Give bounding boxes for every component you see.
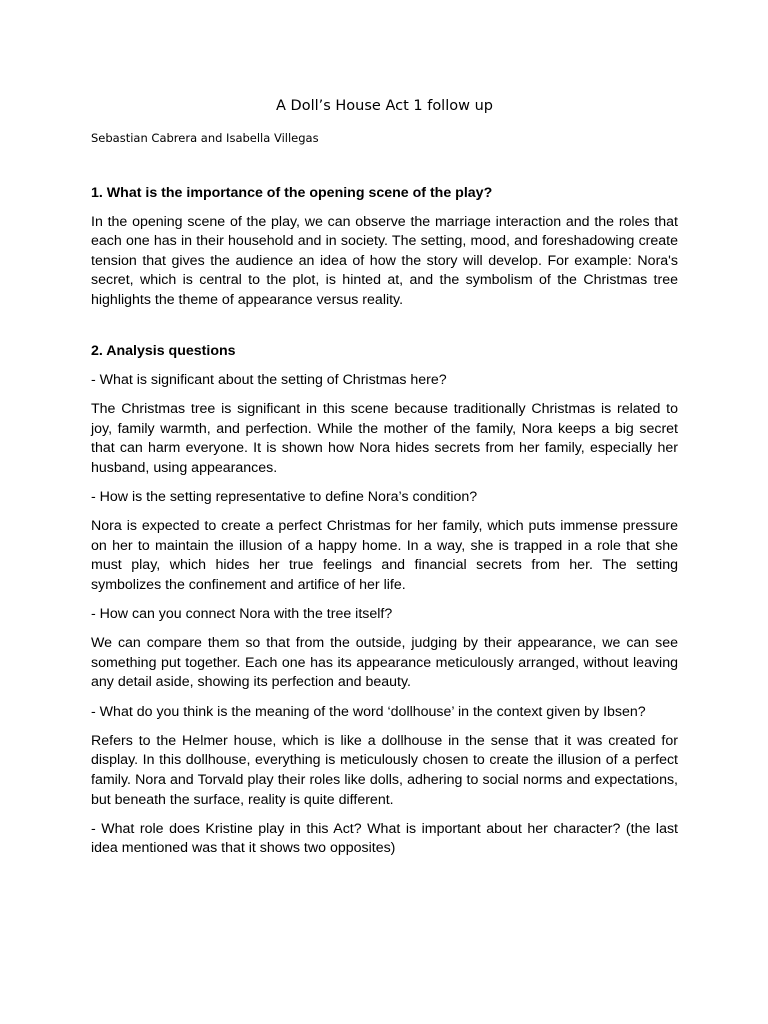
section-1-paragraph: In the opening scene of the play, we can observe the marriage interaction and the roles that each one has in their household and in society. The setting, mood, and foreshadowing create tension that gives the audience an idea of how the story will develop. For example: Nora's secret, which is central to the plot, is hinted at, and the symbolism of the Christmas tree highlights the theme of appearance versus reality. [91, 213, 678, 308]
question-nora-tree: - How can you connect Nora with the tree itself? [91, 606, 393, 623]
answer-christmas-setting: The Christmas tree is significant in this scene because traditionally Christmas is related to joy, family warmth, and perfection. While the mother of the family, Nora keeps a big secret that can harm everyone. It is shown how Nora hides secrets from her family, especially her husband, using appearances. [91, 400, 678, 476]
document-authors: Sebastian Cabrera and Isabella Villegas [91, 131, 319, 145]
answer-nora-condition: Nora is expected to create a perfect Christmas for her family, which puts immense pressure on her to maintain the illusion of a happy home. In a way, she is trapped in a role that she must play, which hides her true feelings and financial secrets from her. The setting symbolizes the confinement and artifice of her life. [91, 518, 678, 593]
question-dollhouse-meaning: - What do you think is the meaning of the word ‘dollhouse’ in the context given by Ibsen? [91, 703, 646, 720]
document-body [91, 184, 678, 869]
question-christmas-setting: - What is significant about the setting of Christmas here? [91, 371, 447, 388]
section-spacer [91, 320, 678, 342]
answer-dollhouse-meaning: Refers to the Helmer house, which is like a dollhouse in the sense that it was created for display. In this dollhouse, everything is meticulously chosen to create the illusion of a perfect family. Nora and Torvald play their roles like dolls, adhering to social norms and expectations, but beneath the surface, reality is quite different. [91, 732, 678, 808]
section-2-heading: 2. Analysis questions [91, 343, 236, 360]
document-title: A Doll’s House Act 1 follow up [276, 98, 493, 114]
section-1-heading: 1. What is the importance of the opening scene of the play? [91, 185, 493, 201]
question-kristine-role: - What role does Kristine play in this Act? What is important about her character? (the last idea mentioned was that it shows two opposites) [91, 820, 678, 857]
answer-nora-tree: We can compare them so that from the outside, judging by their appearance, we can see something put together. Each one has its appearance meticulously arranged, without leaving any detail aside, showing its perfection and beauty. [91, 635, 678, 691]
question-nora-condition: - How is the setting representative to define Nora’s condition? [91, 488, 478, 505]
